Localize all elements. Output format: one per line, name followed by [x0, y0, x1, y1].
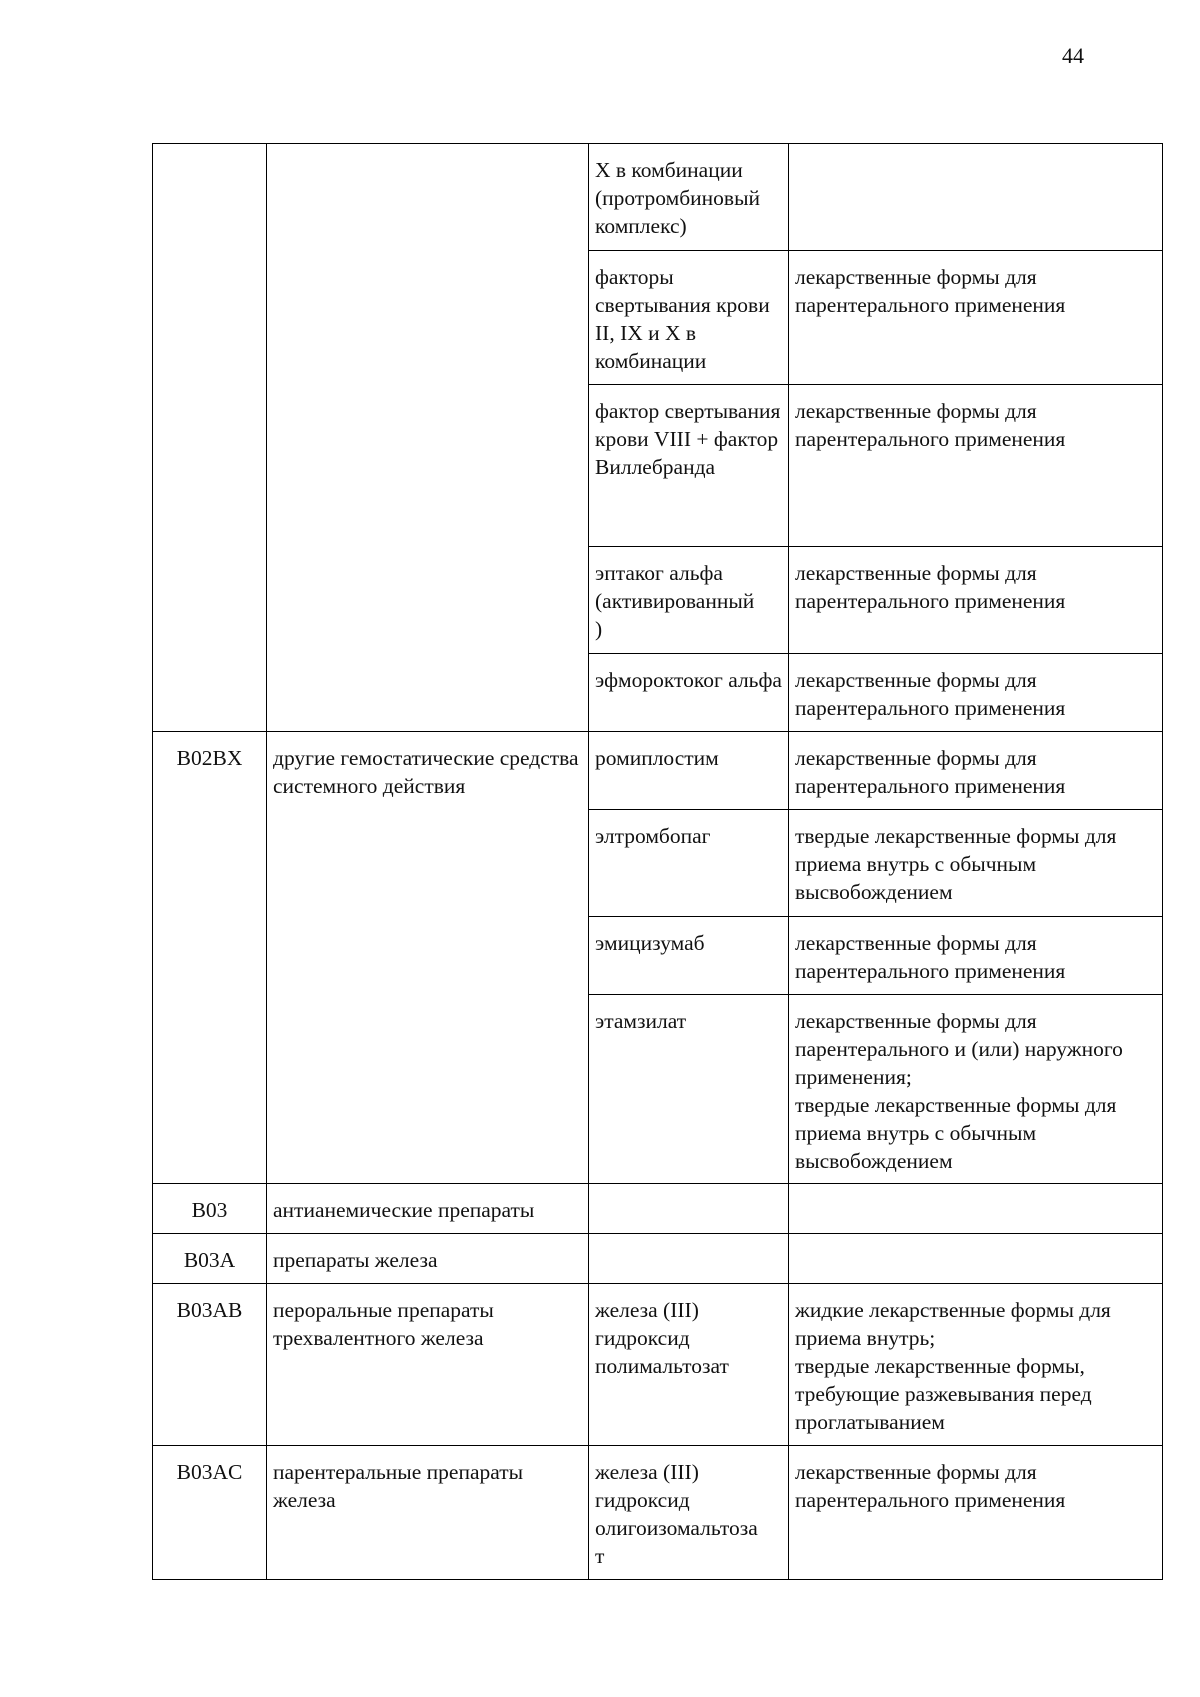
drug-name-cell: эптаког альфа (активированный )	[589, 547, 789, 654]
group-name-cell: другие гемостатические средства системного действия	[267, 732, 589, 1184]
table-row	[153, 1234, 1163, 1284]
atc-code-cell	[153, 144, 267, 732]
drug-name-cell: этамзилат	[589, 995, 789, 1184]
dosage-form-cell: лекарственные формы для парентерального и (или) наружного применения; твердые лекарственные формы для приема внутрь с обычным высвобождением	[789, 995, 1163, 1184]
drug-name-cell: эфмороктоког альфа	[589, 654, 789, 732]
drug-name-cell: железа (III) гидроксид олигоизомальтоза т	[589, 1446, 789, 1580]
table-row	[153, 732, 1163, 810]
dosage-form-cell: лекарственные формы для парентерального применения	[789, 654, 1163, 732]
drug-name-cell: ромиплостим	[589, 732, 789, 810]
atc-code-cell: B03	[153, 1184, 267, 1234]
table-row	[153, 1184, 1163, 1234]
dosage-form-cell	[789, 144, 1163, 251]
page-number: 44	[1062, 43, 1084, 68]
drug-name-cell: железа (III) гидроксид полимальтозат	[589, 1284, 789, 1446]
drug-name-cell: фактор свертывания крови VIII + фактор Виллебранда	[589, 385, 789, 547]
dosage-form-cell: лекарственные формы для парентерального применения	[789, 732, 1163, 810]
drug-name-cell: факторы свертывания крови II, IX и X в комбинации	[589, 251, 789, 385]
drug-name-cell: эмицизумаб	[589, 917, 789, 995]
atc-code-cell: B03AB	[153, 1284, 267, 1446]
drug-name-cell	[589, 1234, 789, 1284]
table-row	[153, 144, 1163, 251]
drug-name-cell: элтромбопаг	[589, 810, 789, 917]
dosage-form-cell: жидкие лекарственные формы для приема внутрь; твердые лекарственные формы, требующие разжевывания перед проглатыванием	[789, 1284, 1163, 1446]
drug-table	[152, 143, 1163, 1580]
group-name-cell	[267, 144, 589, 732]
atc-code-cell: B02BX	[153, 732, 267, 1184]
group-name-cell: пероральные препараты трехвалентного железа	[267, 1284, 589, 1446]
dosage-form-cell: лекарственные формы для парентерального применения	[789, 917, 1163, 995]
drug-name-cell	[589, 1184, 789, 1234]
dosage-form-cell: лекарственные формы для парентерального применения	[789, 251, 1163, 385]
dosage-form-cell: твердые лекарственные формы для приема внутрь с обычным высвобождением	[789, 810, 1163, 917]
dosage-form-cell	[789, 1234, 1163, 1284]
table-row	[153, 1446, 1163, 1580]
dosage-form-cell: лекарственные формы для парентерального применения	[789, 547, 1163, 654]
dosage-form-cell: лекарственные формы для парентерального применения	[789, 385, 1163, 547]
group-name-cell: препараты железа	[267, 1234, 589, 1284]
group-name-cell: антианемические препараты	[267, 1184, 589, 1234]
dosage-form-cell: лекарственные формы для парентерального применения	[789, 1446, 1163, 1580]
atc-code-cell: B03A	[153, 1234, 267, 1284]
table-row	[153, 1284, 1163, 1446]
dosage-form-cell	[789, 1184, 1163, 1234]
drug-name-cell: Х в комбинации (протромбиновый комплекс)	[589, 144, 789, 251]
group-name-cell: парентеральные препараты железа	[267, 1446, 589, 1580]
atc-code-cell: B03AC	[153, 1446, 267, 1580]
